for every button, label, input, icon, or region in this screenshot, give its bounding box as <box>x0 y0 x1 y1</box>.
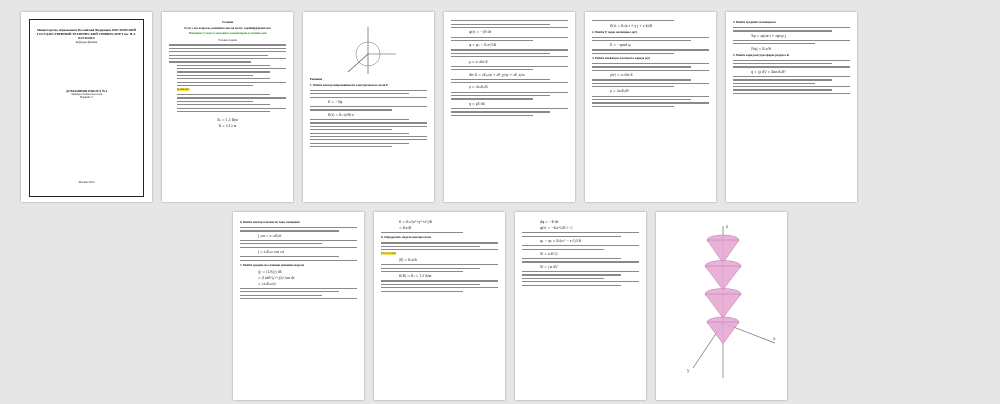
text-line <box>522 274 621 275</box>
text-line <box>451 40 533 41</box>
text-line <box>310 146 392 147</box>
formula: j_см = ε₀ ∂E/∂t <box>258 233 282 238</box>
text-line <box>169 55 268 56</box>
text-line <box>451 24 550 25</box>
task-7-heading: 7. Найти среднее по сечению значение модуля <box>240 263 305 267</box>
formula: = E₀r/R <box>399 226 412 230</box>
formula: q = ∫ρ dV = 4πε₀E₀R² <box>751 69 786 74</box>
text-line <box>733 93 850 94</box>
text-line <box>451 66 568 67</box>
axis-z-label: z <box>726 225 729 230</box>
text-line <box>310 109 392 110</box>
formula: E(r) = E₀·(r/R)·e <box>328 112 355 117</box>
highlighted-text: (к началу) <box>177 88 190 92</box>
list-line <box>177 71 270 72</box>
text-line <box>592 96 709 97</box>
text-line <box>733 89 832 90</box>
text-line <box>522 261 639 262</box>
text-line <box>240 288 357 289</box>
task-1-heading: 1. Найти вектор напряжённости электрического поля E <box>310 83 389 87</box>
work-subtitle: Электростатическое поле <box>70 91 103 96</box>
page-3-solution <box>303 12 434 202</box>
list-line <box>177 65 270 66</box>
variant-label: Вариант 3 <box>80 95 93 100</box>
text-line <box>451 95 550 96</box>
text-line <box>310 136 427 137</box>
answer-r: R = 0,12 м <box>218 124 237 129</box>
list-line <box>177 108 286 109</box>
text-line <box>733 76 850 77</box>
green-note: Напишите 5 задач и заполните комментарии в течении дня <box>188 32 267 36</box>
text-line <box>240 295 322 296</box>
list-line <box>177 75 253 76</box>
text-line <box>451 53 550 54</box>
city-year: Москва 2014 <box>78 180 95 184</box>
text-line <box>451 69 533 70</box>
page-4 <box>444 12 575 202</box>
text-line <box>169 48 286 49</box>
text-line <box>240 256 339 257</box>
text-line <box>381 287 498 288</box>
list-line <box>177 97 286 98</box>
formula: E = E₀√(x²+y²+z²)/R <box>399 220 433 224</box>
formula: W = ∫w dV <box>540 264 558 269</box>
task-3-heading: 3. Найти объёмную плотность заряда ρ(r) <box>592 57 651 61</box>
text-line <box>522 249 604 250</box>
formula: ∇φ = ∂φ/∂x·i + ∂φ/∂y·j <box>751 33 786 38</box>
text-line <box>733 43 815 44</box>
text-line <box>592 106 674 107</box>
text-line <box>592 63 709 64</box>
text-line <box>733 27 850 28</box>
formula: dφ = −E·dr <box>540 220 559 224</box>
text-line <box>240 291 339 292</box>
text-line <box>240 227 357 228</box>
text-line <box>592 79 691 80</box>
formula: φ(r) = −E₀r²/2R + C <box>540 226 573 230</box>
text-line <box>733 60 850 61</box>
formula: div E = ∂Eₓ/∂x + ∂E_y/∂y + ∂E_z/∂z <box>469 72 525 77</box>
text-line <box>451 92 568 93</box>
text-line <box>240 260 357 261</box>
text-line <box>169 51 286 52</box>
text-line <box>381 280 498 281</box>
solution-title: Решение <box>310 78 323 81</box>
formula: φ₁ − φ₂ = E₀(r₂² − r₁²)/2R <box>540 238 581 243</box>
text-line <box>240 298 357 299</box>
text-line <box>310 143 409 144</box>
text-line <box>451 79 550 80</box>
formula: ρ(r) = ε₀·div E <box>610 73 633 78</box>
formula: |∇φ| = E₀r/R <box>751 46 771 51</box>
sphere-diagram <box>338 24 398 79</box>
text-line <box>310 93 409 94</box>
text-line <box>381 249 498 250</box>
text-line <box>522 285 621 286</box>
text-line <box>592 83 709 84</box>
condition-label: Условие задачи <box>218 38 237 42</box>
list-line <box>177 101 253 102</box>
field-figure <box>663 218 780 396</box>
text-line <box>240 230 339 231</box>
text-line <box>381 271 463 272</box>
text-line <box>310 106 427 107</box>
text-line <box>522 236 621 237</box>
task-4-heading: 4. Найти градиент потенциала <box>733 21 776 24</box>
list-line <box>177 82 286 83</box>
text-line <box>310 129 392 130</box>
text-line <box>310 139 427 140</box>
text-line <box>522 281 639 282</box>
text-line <box>451 111 550 112</box>
text-line <box>592 102 709 103</box>
answer-e: E₀ = 1,5 В/м <box>217 118 238 123</box>
contact-note: Если у вас вопросы, напишите мне на почту: sqadhelp@gmail.com <box>184 26 271 30</box>
text-line <box>592 53 674 54</box>
text-line <box>240 240 357 241</box>
text-line <box>310 97 427 98</box>
page-8 <box>374 212 505 400</box>
page-5 <box>585 12 716 202</box>
text-line <box>169 44 286 45</box>
formula: |E| = E₀r/R <box>399 257 417 262</box>
condition-title: Условие <box>221 21 234 24</box>
text-line <box>733 86 850 87</box>
task-6-heading: 6. Найти вектор плотности тока смещения <box>240 221 300 224</box>
text-line <box>451 49 568 50</box>
text-line <box>169 61 251 62</box>
formula: E(r) = E₀(x·i + y·j + z·k)/R <box>610 23 653 28</box>
text-line <box>451 98 533 99</box>
text-line <box>381 232 463 233</box>
formula: W = ε₀E²/2 <box>540 251 558 256</box>
axis-y-label: y <box>687 369 690 374</box>
text-line <box>381 268 480 269</box>
text-line <box>733 83 815 84</box>
page-2-condition <box>162 12 293 202</box>
text-line <box>381 242 498 243</box>
text-line <box>381 246 480 247</box>
page-7 <box>233 212 364 400</box>
department-name: Кафедра физики <box>75 40 98 44</box>
highlighted-link: Рассмотрим <box>381 252 396 256</box>
text-line <box>522 232 639 233</box>
text-line <box>733 40 850 41</box>
list-line <box>177 111 270 112</box>
text-line <box>451 56 568 57</box>
text-line <box>310 119 409 120</box>
text-line <box>733 66 850 67</box>
formula: = (1/πR²)∫₀ᴿ j(r)·2πr dr <box>258 275 295 280</box>
text-line <box>592 66 691 67</box>
text-line <box>451 115 533 116</box>
text-line <box>381 264 498 265</box>
text-line <box>592 86 674 87</box>
list-line <box>177 78 270 79</box>
list-line <box>177 104 270 105</box>
text-line <box>733 30 832 31</box>
text-line <box>451 27 568 28</box>
formula: j = ε₀E₀ω cos ωt <box>258 250 285 255</box>
text-line <box>240 247 357 248</box>
formula: φ(r) = −∫E·dr <box>469 30 492 35</box>
list-line <box>177 68 286 69</box>
text-line <box>592 49 709 50</box>
formula: E(R) = E₀ = 1,5 В/м <box>399 274 432 279</box>
formula: ρ = 3ε₀E₀/R <box>469 85 488 90</box>
task-8-heading: 8. Определить модуль вектора поля <box>381 236 432 240</box>
formula: = 2ε₀E₀ω/3 <box>258 281 276 286</box>
text-line <box>522 245 639 246</box>
text-line <box>592 20 674 21</box>
text-line <box>381 284 480 285</box>
page-9 <box>515 212 646 400</box>
formula: φ = φ₀ − E₀r²/2R <box>469 43 497 48</box>
text-line <box>592 70 709 71</box>
page-6 <box>726 12 857 202</box>
title-frame <box>29 19 144 197</box>
formula: ρ = ε₀ div E <box>469 59 488 64</box>
work-title: ДОМАШНЯЯ РАБОТА №4 <box>66 88 107 93</box>
text-line <box>592 40 691 41</box>
task-5-heading: 5. Найти заряд внутри сферы радиуса R <box>733 53 790 57</box>
text-line <box>451 37 568 38</box>
text-line <box>451 108 568 109</box>
text-line <box>451 82 568 83</box>
text-line <box>310 133 409 134</box>
page-10-figure <box>656 212 787 400</box>
text-line <box>733 79 832 80</box>
formula: E = −grad φ <box>610 43 631 48</box>
formula: ρ = 3ε₀E₀/R <box>610 89 629 94</box>
axis-x-label: x <box>773 337 776 342</box>
text-line <box>733 63 832 64</box>
list-line <box>177 85 253 86</box>
formula: ⟨j⟩ = (1/S)∫j dS <box>258 269 282 274</box>
text-line <box>310 122 427 123</box>
text-line <box>381 291 463 292</box>
text-line <box>522 258 621 259</box>
list-line <box>177 94 270 95</box>
text-line <box>592 37 709 38</box>
text-line <box>522 278 604 279</box>
formula: E = −∇φ <box>328 99 343 104</box>
text-line <box>310 126 427 127</box>
text-line <box>451 20 568 21</box>
text-line <box>240 243 322 244</box>
text-line <box>310 90 427 91</box>
text-line <box>592 99 691 100</box>
institution-name: Министерство образования Российской Федерации МОСКОВСКИЙ ГОСУДАРСТВЕННЫЙ ТЕХНИЧЕСКИЙ УНИВЕРСИТЕТ им. Н.Э. БАУМАНА <box>36 28 137 40</box>
task-2-heading: 2. Найти E через потенциал φ(r) <box>592 30 637 34</box>
formula: q = ∮E·dS <box>469 101 485 106</box>
text-line <box>522 271 639 272</box>
page-1-title <box>21 12 152 202</box>
text-line <box>169 58 286 59</box>
